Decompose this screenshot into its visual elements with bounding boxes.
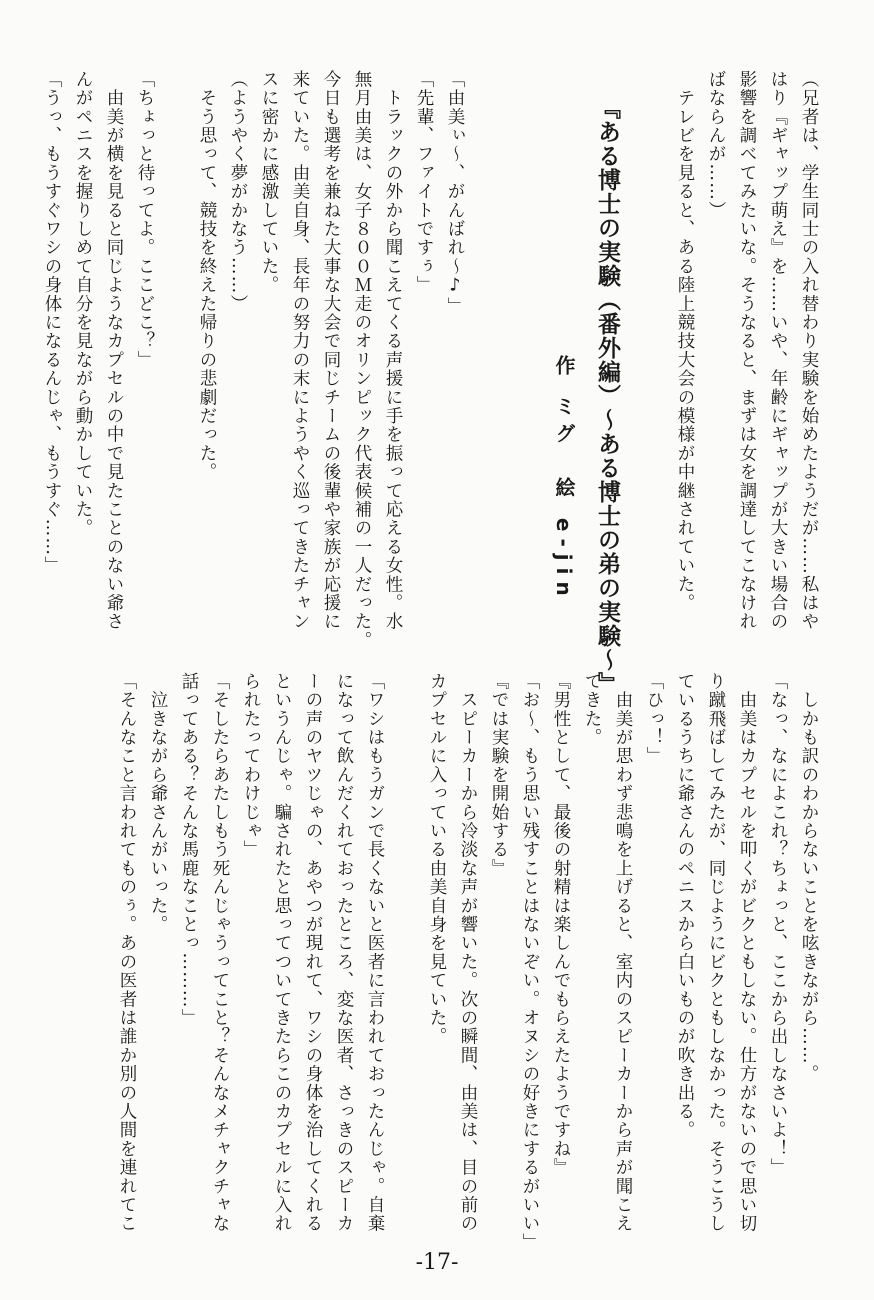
lower-text-block: しかも訳のわからないことを呟きながら……。 「なっ、なによこれ？ちょっと、ここから出しなさいよ！」 由美はカプセルを叩くがビクともしない。仕方がないので思い切 り蹴飛ばしてみたが、同じようにビクともしなかった。そうこうし ているうちに爺さんのペニスから白いものが吹き出る。 「ひっ！」 由美が思わず悲鳴を上げると、室内のスピーカーから声が聞こえ てきた。 『男性として、最後の射精は楽しんでもらえたようですね』 「お〜、もう思い残すことはないぞい。オヌシの好きにするがいい」 『では実験を開始する』 スピーカーから冷淡な声が響いた。次の瞬間、由美は、目の前の カプセルに入っている由美自身を見ていた。 「ワシはもうガンで長くないと医者に言われておったんじゃ。自棄 になって飲んだくれておったところ、変な医者、さっきのスピーカ ーの声のヤツじゃの、あやつが現れて、ワシの身体を治してくれる というんじゃ。騙されたと思ってついてきたらこのカプセルに入れ られたってわけじゃ」 「そしたらあたしもう死んじゃうってこと？そんなメチャクチャな 話ってある？そんな馬鹿なことっ………」 泣きながら爺さんがいった。 「そんなこと言われてものぅ。あの医者は誰か別の人間を連れてこ xyxy=(117,672,819,1252)
story-title: 『ある博士の実験（番外編）〜ある博士の弟の実験〜』 xyxy=(594,96,620,696)
story-credit: 作 ミグ 絵 e-jin xyxy=(552,355,576,603)
upper-left-text-block: 「由美ぃ〜、がんばれ〜♪」 「先輩、ファイトですぅ」 トラックの外から聞こえてくる声援に手を振って応える女性。水 無月由美は、女子８００Ｍ走のオリンピック代表候補の一人だった。 今日も選考を兼ねた大事な大会で同じチームの後輩や家族が応援に 来ていた。由美自身、長年の努力の末にようやく巡ってきたチャン スに密かに感激していた。 （ようやく夢がかなう……） そう思って、競技を終えた帰りの悲劇だった。 「ちょっと待ってよ。ここどこ？」 由美が横を見ると同じようなカプセルの中で見たことのない爺さ んがペニスを握りしめて自分を見ながら動かしていた。 「うっ、もうすぐワシの身体になるんじゃ、もうすぐ……」 xyxy=(42,70,465,650)
upper-right-text-block: （兄者は、学生同士の入れ替わり実験を始めたようだが……私はや はり『ギャップ萌え』を……いや、年齢にギャップが大きい場合の 影響を調べてみたいな。そうなると、まずは女を調達してこなけれ ばならんが……） テレビを見ると、ある陸上競技大会の模様が中継されていた。 xyxy=(675,70,819,631)
page-number: -17- xyxy=(415,1250,459,1275)
